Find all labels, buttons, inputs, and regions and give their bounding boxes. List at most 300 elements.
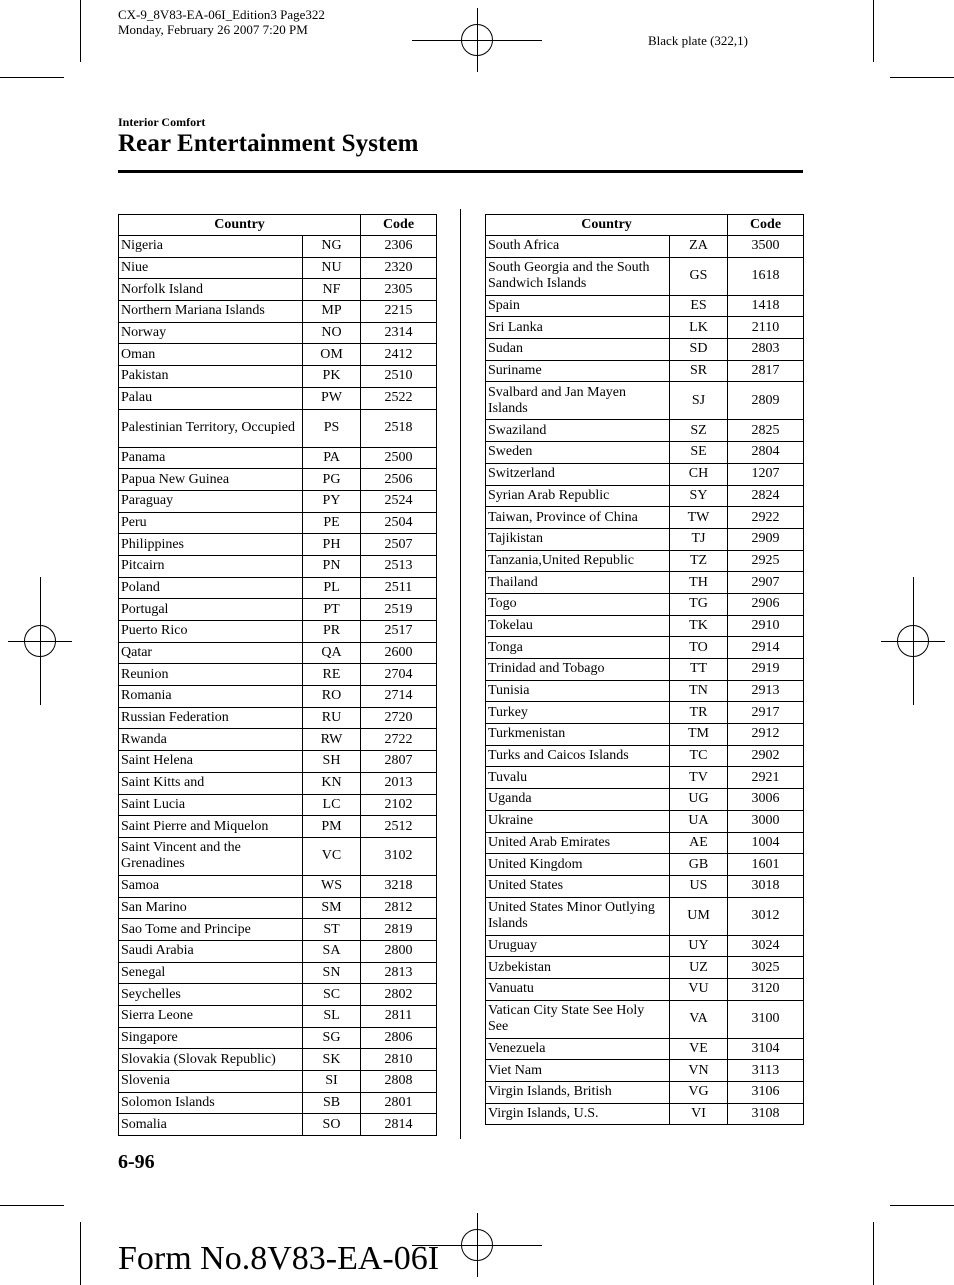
country-numeric-code-cell: 3025 (728, 957, 804, 979)
country-letter-code-cell: SZ (670, 420, 728, 442)
country-letter-code-cell: SG (303, 1027, 361, 1049)
table-row (486, 1060, 804, 1082)
table-row (486, 257, 804, 295)
country-name-cell: South Georgia and the South Sandwich Islands (486, 257, 670, 295)
table-row (486, 295, 804, 317)
country-letter-code-cell: UZ (670, 957, 728, 979)
country-numeric-code-cell: 3000 (728, 810, 804, 832)
country-letter-code-cell: LC (303, 794, 361, 816)
country-name-cell: Palau (119, 387, 303, 409)
country-letter-code-cell: TZ (670, 550, 728, 572)
country-letter-code-cell: PR (303, 621, 361, 643)
table-row (119, 1071, 437, 1093)
country-numeric-code-cell: 2912 (728, 724, 804, 746)
country-letter-code-cell: PH (303, 534, 361, 556)
country-numeric-code-cell: 2802 (361, 984, 437, 1006)
country-name-cell: Philippines (119, 534, 303, 556)
table-row (119, 387, 437, 409)
country-name-cell: Spain (486, 295, 670, 317)
country-name-cell: Sao Tome and Principe (119, 919, 303, 941)
table-row (486, 957, 804, 979)
country-name-cell: Saint Kitts and (119, 772, 303, 794)
country-name-cell: Switzerland (486, 463, 670, 485)
table-row (119, 555, 437, 577)
country-letter-code-cell: SD (670, 339, 728, 361)
country-name-cell: Reunion (119, 664, 303, 686)
table-row (119, 686, 437, 708)
country-letter-code-cell: SJ (670, 382, 728, 420)
country-letter-code-cell: TO (670, 637, 728, 659)
country-numeric-code-cell: 3113 (728, 1060, 804, 1082)
country-name-cell: Senegal (119, 962, 303, 984)
country-letter-code-cell: PE (303, 512, 361, 534)
country-name-cell: Uzbekistan (486, 957, 670, 979)
country-numeric-code-cell: 3500 (728, 236, 804, 258)
country-name-cell: Panama (119, 447, 303, 469)
date-line: Monday, February 26 2007 7:20 PM (118, 22, 308, 37)
country-numeric-code-cell: 2714 (361, 686, 437, 708)
country-name-cell: Tanzania,United Republic (486, 550, 670, 572)
country-numeric-code-cell: 2518 (361, 409, 437, 447)
country-name-cell: Oman (119, 344, 303, 366)
form-number: Form No.8V83-EA-06I (118, 1240, 440, 1277)
country-name-cell: Somalia (119, 1114, 303, 1136)
country-numeric-code-cell: 3100 (728, 1000, 804, 1038)
country-name-cell: Tokelau (486, 615, 670, 637)
country-name-cell: Singapore (119, 1027, 303, 1049)
country-letter-code-cell: RE (303, 664, 361, 686)
country-letter-code-cell: TC (670, 745, 728, 767)
table-row (486, 528, 804, 550)
table-row (486, 507, 804, 529)
country-name-cell: Syrian Arab Republic (486, 485, 670, 507)
country-numeric-code-cell: 2320 (361, 257, 437, 279)
country-name-cell: Pakistan (119, 366, 303, 388)
table-row (119, 962, 437, 984)
table-row (486, 702, 804, 724)
plate-label: Black plate (322,1) (648, 33, 748, 48)
country-numeric-code-cell: 2600 (361, 642, 437, 664)
country-name-cell: Virgin Islands, British (486, 1082, 670, 1104)
country-letter-code-cell: SR (670, 360, 728, 382)
country-numeric-code-cell: 2907 (728, 572, 804, 594)
country-letter-code-cell: SI (303, 1071, 361, 1093)
country-name-cell: Trinidad and Tobago (486, 659, 670, 681)
country-numeric-code-cell: 2809 (728, 382, 804, 420)
country-name-cell: Virgin Islands, U.S. (486, 1103, 670, 1125)
table-row (486, 978, 804, 1000)
country-name-cell: Niue (119, 257, 303, 279)
table-row (486, 485, 804, 507)
country-letter-code-cell: UG (670, 789, 728, 811)
country-letter-code-cell: ST (303, 919, 361, 941)
country-numeric-code-cell: 3102 (361, 837, 437, 875)
table-row (119, 409, 437, 447)
country-numeric-code-cell: 3006 (728, 789, 804, 811)
table-row (486, 935, 804, 957)
table-row (119, 621, 437, 643)
country-letter-code-cell: TH (670, 572, 728, 594)
country-numeric-code-cell: 2803 (728, 339, 804, 361)
country-numeric-code-cell: 2412 (361, 344, 437, 366)
country-name-cell: Portugal (119, 599, 303, 621)
country-numeric-code-cell: 2110 (728, 317, 804, 339)
country-name-cell: United States (486, 875, 670, 897)
table-row (119, 1006, 437, 1028)
country-name-cell: Uruguay (486, 935, 670, 957)
country-letter-code-cell: TW (670, 507, 728, 529)
file-info-line: CX-9_8V83-EA-06I_Edition3 Page322 (118, 7, 325, 22)
country-numeric-code-cell: 3104 (728, 1038, 804, 1060)
table-row (486, 360, 804, 382)
country-letter-code-cell: ZA (670, 236, 728, 258)
country-name-cell: Slovenia (119, 1071, 303, 1093)
country-numeric-code-cell: 2306 (361, 236, 437, 258)
country-name-cell: South Africa (486, 236, 670, 258)
table-row (119, 1049, 437, 1071)
table-row (486, 1000, 804, 1038)
country-name-cell: Swaziland (486, 420, 670, 442)
country-numeric-code-cell: 2524 (361, 490, 437, 512)
table-row (486, 1103, 804, 1125)
country-numeric-code-cell: 2910 (728, 615, 804, 637)
country-letter-code-cell: RO (303, 686, 361, 708)
country-numeric-code-cell: 2801 (361, 1092, 437, 1114)
table-row (486, 897, 804, 935)
country-letter-code-cell: VE (670, 1038, 728, 1060)
country-letter-code-cell: ES (670, 295, 728, 317)
country-numeric-code-cell: 3120 (728, 978, 804, 1000)
country-name-cell: Samoa (119, 875, 303, 897)
country-code-table-right (485, 214, 804, 1125)
country-letter-code-cell: QA (303, 642, 361, 664)
country-name-cell: Palestinian Territory, Occupied (119, 409, 303, 447)
country-numeric-code-cell: 1618 (728, 257, 804, 295)
country-numeric-code-cell: 2513 (361, 555, 437, 577)
table-row (119, 940, 437, 962)
country-name-cell: Nigeria (119, 236, 303, 258)
country-numeric-code-cell: 2314 (361, 322, 437, 344)
country-numeric-code-cell: 2215 (361, 301, 437, 323)
country-name-cell: Sri Lanka (486, 317, 670, 339)
country-letter-code-cell: UY (670, 935, 728, 957)
country-numeric-code-cell: 3024 (728, 935, 804, 957)
country-letter-code-cell: VI (670, 1103, 728, 1125)
country-numeric-code-cell: 2819 (361, 919, 437, 941)
table-row (486, 382, 804, 420)
country-name-cell: Paraguay (119, 490, 303, 512)
country-name-cell: United Kingdom (486, 854, 670, 876)
table-row (119, 919, 437, 941)
table-row (119, 642, 437, 664)
country-name-cell: Thailand (486, 572, 670, 594)
country-letter-code-cell: SB (303, 1092, 361, 1114)
country-name-cell: Togo (486, 593, 670, 615)
table-row (119, 772, 437, 794)
country-name-cell: Romania (119, 686, 303, 708)
table-row (119, 1114, 437, 1136)
country-letter-code-cell: RU (303, 707, 361, 729)
country-letter-code-cell: SM (303, 897, 361, 919)
table-header-row (119, 215, 437, 236)
country-numeric-code-cell: 2522 (361, 387, 437, 409)
country-name-cell: Turkmenistan (486, 724, 670, 746)
country-name-cell: Venezuela (486, 1038, 670, 1060)
country-letter-code-cell: OM (303, 344, 361, 366)
country-letter-code-cell: UA (670, 810, 728, 832)
country-letter-code-cell: SH (303, 751, 361, 773)
country-name-cell: Sierra Leone (119, 1006, 303, 1028)
country-numeric-code-cell: 2500 (361, 447, 437, 469)
country-name-cell: United States Minor Outlying Islands (486, 897, 670, 935)
country-name-cell: Northern Mariana Islands (119, 301, 303, 323)
country-letter-code-cell: PG (303, 469, 361, 491)
country-letter-code-cell: PL (303, 577, 361, 599)
table-row (486, 854, 804, 876)
country-name-cell: Saint Vincent and the Grenadines (119, 837, 303, 875)
country-letter-code-cell: TV (670, 767, 728, 789)
country-name-cell: Solomon Islands (119, 1092, 303, 1114)
table-row (119, 534, 437, 556)
table-row (119, 599, 437, 621)
country-name-cell: Tuvalu (486, 767, 670, 789)
table-row (119, 875, 437, 897)
country-letter-code-cell: PM (303, 816, 361, 838)
country-letter-code-cell: RW (303, 729, 361, 751)
country-letter-code-cell: VN (670, 1060, 728, 1082)
table-row (486, 550, 804, 572)
table-row (486, 463, 804, 485)
country-name-cell: Ukraine (486, 810, 670, 832)
country-letter-code-cell: UM (670, 897, 728, 935)
country-numeric-code-cell: 2906 (728, 593, 804, 615)
country-letter-code-cell: SK (303, 1049, 361, 1071)
country-letter-code-cell: PS (303, 409, 361, 447)
table-row (119, 837, 437, 875)
table-row (119, 664, 437, 686)
country-numeric-code-cell: 2925 (728, 550, 804, 572)
table-row (119, 577, 437, 599)
country-letter-code-cell: GB (670, 854, 728, 876)
table-row (486, 745, 804, 767)
table-row (119, 490, 437, 512)
title-rule (118, 170, 803, 173)
country-letter-code-cell: GS (670, 257, 728, 295)
country-letter-code-cell: LK (670, 317, 728, 339)
header-country: Country (486, 215, 728, 236)
country-name-cell: Tunisia (486, 680, 670, 702)
table-row (119, 279, 437, 301)
country-numeric-code-cell: 2913 (728, 680, 804, 702)
country-name-cell: Tonga (486, 637, 670, 659)
country-numeric-code-cell: 3018 (728, 875, 804, 897)
country-numeric-code-cell: 2507 (361, 534, 437, 556)
country-numeric-code-cell: 3218 (361, 875, 437, 897)
table-row (119, 257, 437, 279)
country-name-cell: Saint Lucia (119, 794, 303, 816)
country-name-cell: Sweden (486, 442, 670, 464)
country-letter-code-cell: AE (670, 832, 728, 854)
table-row (119, 301, 437, 323)
section-label: Interior Comfort (118, 115, 206, 129)
table-row (486, 637, 804, 659)
country-name-cell: Taiwan, Province of China (486, 507, 670, 529)
country-name-cell: Svalbard and Jan Mayen Islands (486, 382, 670, 420)
country-numeric-code-cell: 2704 (361, 664, 437, 686)
country-letter-code-cell: TG (670, 593, 728, 615)
table-row (486, 442, 804, 464)
country-name-cell: Pitcairn (119, 555, 303, 577)
country-numeric-code-cell: 3108 (728, 1103, 804, 1125)
country-letter-code-cell: PW (303, 387, 361, 409)
country-letter-code-cell: SE (670, 442, 728, 464)
country-letter-code-cell: VC (303, 837, 361, 875)
table-row (486, 236, 804, 258)
country-name-cell: Vanuatu (486, 978, 670, 1000)
table-row (486, 1082, 804, 1104)
country-numeric-code-cell: 2808 (361, 1071, 437, 1093)
country-letter-code-cell: SC (303, 984, 361, 1006)
table-row (119, 447, 437, 469)
country-numeric-code-cell: 2305 (361, 279, 437, 301)
country-numeric-code-cell: 2512 (361, 816, 437, 838)
page-title: Rear Entertainment System (118, 130, 419, 157)
country-name-cell: Poland (119, 577, 303, 599)
table-row (486, 615, 804, 637)
country-numeric-code-cell: 2807 (361, 751, 437, 773)
country-letter-code-cell: SO (303, 1114, 361, 1136)
country-name-cell: Viet Nam (486, 1060, 670, 1082)
table-row (119, 729, 437, 751)
country-name-cell: Papua New Guinea (119, 469, 303, 491)
table-row (486, 317, 804, 339)
country-letter-code-cell: TK (670, 615, 728, 637)
country-numeric-code-cell: 2519 (361, 599, 437, 621)
table-row (486, 593, 804, 615)
table-row (486, 420, 804, 442)
table-row (486, 832, 804, 854)
table-row (119, 322, 437, 344)
country-letter-code-cell: PA (303, 447, 361, 469)
country-numeric-code-cell: 2902 (728, 745, 804, 767)
country-name-cell: Peru (119, 512, 303, 534)
country-letter-code-cell: NU (303, 257, 361, 279)
country-letter-code-cell: PK (303, 366, 361, 388)
country-name-cell: Saint Helena (119, 751, 303, 773)
country-name-cell: Seychelles (119, 984, 303, 1006)
country-numeric-code-cell: 2922 (728, 507, 804, 529)
table-row (119, 512, 437, 534)
country-letter-code-cell: PT (303, 599, 361, 621)
table-row (486, 572, 804, 594)
country-numeric-code-cell: 2810 (361, 1049, 437, 1071)
country-code-table-left (118, 214, 437, 1136)
country-letter-code-cell: CH (670, 463, 728, 485)
country-name-cell: Tajikistan (486, 528, 670, 550)
table-row (119, 344, 437, 366)
country-numeric-code-cell: 2013 (361, 772, 437, 794)
country-letter-code-cell: MP (303, 301, 361, 323)
country-numeric-code-cell: 2504 (361, 512, 437, 534)
country-numeric-code-cell: 2806 (361, 1027, 437, 1049)
country-numeric-code-cell: 2817 (728, 360, 804, 382)
country-numeric-code-cell: 3012 (728, 897, 804, 935)
country-numeric-code-cell: 2511 (361, 577, 437, 599)
country-letter-code-cell: PY (303, 490, 361, 512)
country-letter-code-cell: SA (303, 940, 361, 962)
country-name-cell: Norfolk Island (119, 279, 303, 301)
table-row (119, 794, 437, 816)
country-letter-code-cell: TT (670, 659, 728, 681)
country-numeric-code-cell: 2914 (728, 637, 804, 659)
country-numeric-code-cell: 2921 (728, 767, 804, 789)
country-name-cell: Russian Federation (119, 707, 303, 729)
country-letter-code-cell: TR (670, 702, 728, 724)
country-name-cell: Sudan (486, 339, 670, 361)
page-number: 6-96 (118, 1151, 155, 1173)
table-row (119, 984, 437, 1006)
country-numeric-code-cell: 2909 (728, 528, 804, 550)
table-row (119, 707, 437, 729)
country-letter-code-cell: TM (670, 724, 728, 746)
table-row (119, 816, 437, 838)
table-row (119, 366, 437, 388)
table-row (486, 875, 804, 897)
header-code: Code (361, 215, 437, 236)
country-name-cell: Vatican City State See Holy See (486, 1000, 670, 1038)
country-letter-code-cell: VG (670, 1082, 728, 1104)
country-numeric-code-cell: 2813 (361, 962, 437, 984)
column-divider (460, 209, 461, 1139)
table-row (119, 751, 437, 773)
country-numeric-code-cell: 2814 (361, 1114, 437, 1136)
table-row (486, 789, 804, 811)
header-country: Country (119, 215, 361, 236)
country-numeric-code-cell: 2824 (728, 485, 804, 507)
table-row (486, 810, 804, 832)
country-numeric-code-cell: 2720 (361, 707, 437, 729)
country-letter-code-cell: TN (670, 680, 728, 702)
country-numeric-code-cell: 2812 (361, 897, 437, 919)
table-row (119, 469, 437, 491)
country-name-cell: Turkey (486, 702, 670, 724)
country-numeric-code-cell: 2506 (361, 469, 437, 491)
country-numeric-code-cell: 1418 (728, 295, 804, 317)
country-letter-code-cell: WS (303, 875, 361, 897)
country-name-cell: Rwanda (119, 729, 303, 751)
country-numeric-code-cell: 2722 (361, 729, 437, 751)
table-row (119, 1027, 437, 1049)
table-row (119, 236, 437, 258)
country-numeric-code-cell: 2517 (361, 621, 437, 643)
country-numeric-code-cell: 2919 (728, 659, 804, 681)
country-numeric-code-cell: 1004 (728, 832, 804, 854)
country-letter-code-cell: VA (670, 1000, 728, 1038)
country-numeric-code-cell: 2811 (361, 1006, 437, 1028)
table-row (486, 339, 804, 361)
table-row (486, 659, 804, 681)
table-row (486, 724, 804, 746)
country-name-cell: Uganda (486, 789, 670, 811)
country-name-cell: Qatar (119, 642, 303, 664)
country-name-cell: Saudi Arabia (119, 940, 303, 962)
country-name-cell: San Marino (119, 897, 303, 919)
table-header-row (486, 215, 804, 236)
country-letter-code-cell: SL (303, 1006, 361, 1028)
country-name-cell: Saint Pierre and Miquelon (119, 816, 303, 838)
country-numeric-code-cell: 3106 (728, 1082, 804, 1104)
table-row (119, 1092, 437, 1114)
